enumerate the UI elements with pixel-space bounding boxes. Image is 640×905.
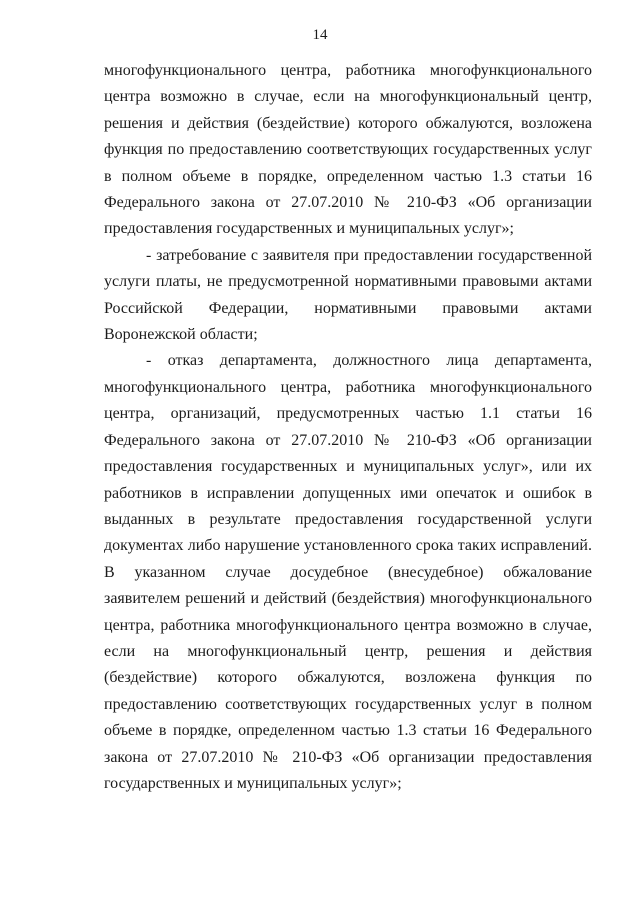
document-body (104, 58, 592, 797)
paragraph-correction-refusal: - отказ департамента, должностного лица департамента, многофункционального центра, работника многофункционального центра, организаций, предусмотренных частью 1.1 статьи 16 Федерального закона от 27.07.2010 № 210-ФЗ «Об организации предоставления государственных и муниципальных услуг», или их работников в исправлении допущенных ими опечаток и ошибок в выданных в результате предоставления государственной услуги документах либо нарушение установленного срока таких исправлений. В указанном случае досудебное (внесудебное) обжалование заявителем решений и действий (бездействия) многофункционального центра, работника многофункционального центра возможно в случае, если на многофункциональный центр, решения и действия (бездействие) которого обжалуются, возложена функция по предоставлению соответствующих государственных услуг в полном объеме в порядке, определенном частью 1.3 статьи 16 Федерального закона от 27.07.2010 № 210-ФЗ «Об организации предоставления государственных и муниципальных услуг»; (104, 352, 592, 792)
paragraph-fee-requirement: - затребование с заявителя при предоставлении государственной услуги платы, не предусмотренной нормативными правовыми актами Российской Федерации, нормативными правовыми актами Воронежской области; (104, 246, 592, 344)
page-number: 14 (312, 27, 328, 43)
paragraph-mfc-appeal-continuation: многофункционального центра, работника многофункционального центра возможно в случае, если на многофункциональный центр, решения и действия (бездействие) которого обжалуются, возложена функция по предоставлению соответствующих государственных услуг в полном объеме в порядке, определенном частью 1.3 статьи 16 Федерального закона от 27.07.2010 № 210-ФЗ «Об организации предоставления государственных и муниципальных услуг»; (104, 62, 592, 238)
